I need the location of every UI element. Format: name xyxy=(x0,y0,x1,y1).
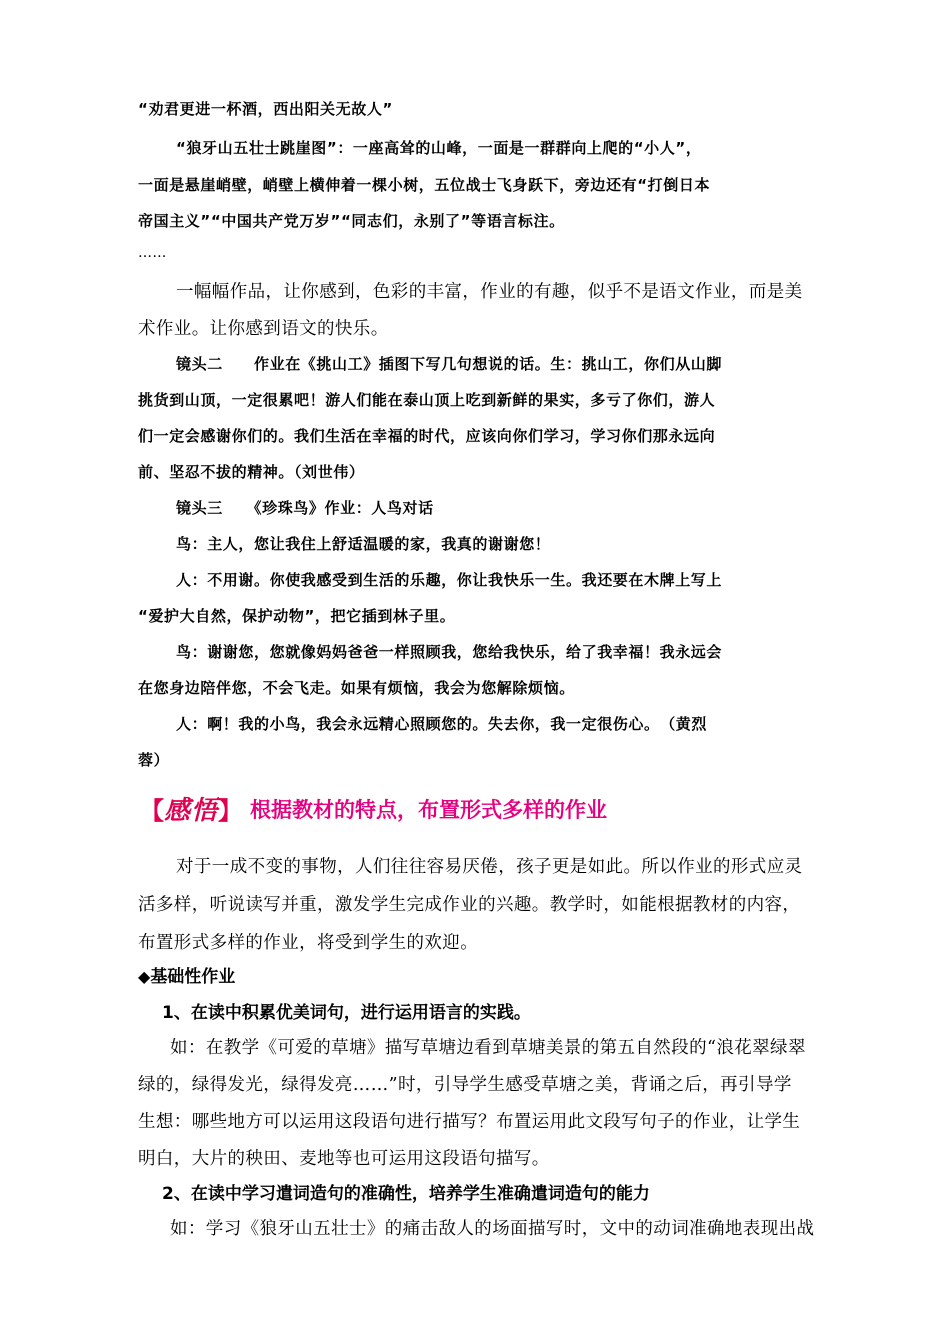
heading-bracket-close: 】 xyxy=(218,797,243,825)
section-heading xyxy=(140,790,607,828)
heading-bracket-open: 【 xyxy=(140,797,164,825)
item-title: 2、在读中学习遣词造句的准确性，培养学生准确遣词造句的能力 xyxy=(162,1184,650,1204)
text-line: 一面是悬崖峭壁，峭壁上横伸着一棵小树，五位战士飞身跃下，旁边还有“打倒日本 xyxy=(138,176,711,194)
item-line: 绿的，绿得发光，绿得发亮……”时，引导学生感受草塘之美，背诵之后，再引导学 xyxy=(138,1075,792,1095)
body-line: 对于一成不变的事物，人们往往容易厌倦，孩子更是如此。所以作业的形式应灵 xyxy=(176,857,803,877)
text-line: 鸟：主人，您让我住上舒适温暖的家，我真的谢谢您！ xyxy=(176,535,551,553)
text-line: 挑货到山顶，一定很累吧！游人们能在泰山顶上吃到新鲜的果实，多亏了你们，游人 xyxy=(138,391,716,409)
text-line: 前、坚忍不拔的精神。（刘世伟） xyxy=(138,463,365,481)
item-line: 如：学习《狼牙山五壮士》的痛击敌人的场面描写时，文中的动词准确地表现出战 xyxy=(170,1219,815,1239)
item-line: 如：在教学《可爱的草塘》描写草塘边看到草塘美景的第五自然段的“浪花翠绿翠 xyxy=(170,1038,806,1058)
text-line: “劝君更进一杯酒，西出阳关无故人” xyxy=(138,100,393,118)
heading-tag: 感悟 xyxy=(164,796,219,826)
heading-title: 根据教材的特点，布置形式多样的作业 xyxy=(250,797,608,822)
text-line: “狼牙山五壮士跳崖图”：一座高耸的山峰，一面是一群群向上爬的“小人”， xyxy=(176,139,702,157)
item-title: 1、在读中积累优美词句，进行运用语言的实践。 xyxy=(162,1003,531,1023)
section-title-text: 基础性作业 xyxy=(150,967,236,987)
text-line: 在您身边陪伴您，不会飞走。如果有烦恼，我会为您解除烦恼。 xyxy=(138,679,575,697)
section-title xyxy=(138,966,235,988)
text-line: 镜头二 作业在《挑山工》插图下写几句想说的话。生：挑山工，你们从山脚 xyxy=(176,355,723,373)
text-line: 一幅幅作品，让你感到，色彩的丰富，作业的有趣，似乎不是语文作业，而是美 xyxy=(176,282,803,302)
text-line: “爱护大自然，保护动物”，把它插到林子里。 xyxy=(138,607,456,625)
text-line: 帝国主义”“中国共产党万岁”“同志们，永别了”等语言标注。 xyxy=(138,212,565,230)
item-line: 明白，大片的秧田、麦地等也可运用这段语句描写。 xyxy=(138,1149,550,1169)
text-line: 蓉） xyxy=(138,751,170,769)
body-line: 活多样，听说读写并重，激发学生完成作业的兴趣。教学时，如能根据教材的内容， xyxy=(138,895,801,915)
text-line: 鸟：谢谢您，您就像妈妈爸爸一样照顾我，您给我快乐，给了我幸福！我永远会 xyxy=(176,643,723,661)
ellipsis-line: …… xyxy=(138,245,167,261)
text-line: 镜头三 《珍珠鸟》作业：人鸟对话 xyxy=(176,499,434,517)
text-line: 术作业。让你感到语文的快乐。 xyxy=(138,319,389,339)
body-line: 布置形式多样的作业，将受到学生的欢迎。 xyxy=(138,933,479,953)
item-line: 生想：哪些地方可以运用这段语句进行描写？布置运用此文段写句子的作业，让学生 xyxy=(138,1112,801,1132)
diamond-bullet-icon: ◆ xyxy=(138,967,151,986)
text-line: 们一定会感谢你们的。我们生活在幸福的时代，应该向你们学习，学习你们那永远向 xyxy=(138,427,716,445)
text-line: 人：啊！我的小鸟，我会永远精心照顾您的。失去你，我一定很伤心。 （黄烈 xyxy=(176,715,708,733)
text-line: 人：不用谢。你使我感受到生活的乐趣，你让我快乐一生。我还要在木牌上写上 xyxy=(176,571,723,589)
